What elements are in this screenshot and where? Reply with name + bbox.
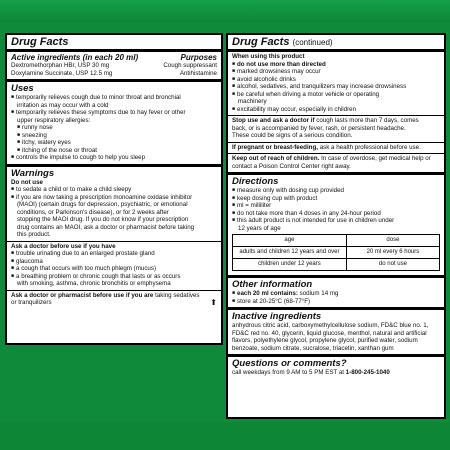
do-not-use-heading: Do not use xyxy=(11,178,43,186)
drug-facts-panel-right xyxy=(226,33,446,419)
other-info-heading: each 20 ml contains: xyxy=(237,290,298,297)
list-item: ■ alcohol, sedatives, and tranquilizers may increase drowsiness xyxy=(232,83,440,91)
panel-title: Drug Facts xyxy=(11,36,69,48)
continue-arrow-icon: ⬆ xyxy=(210,298,217,307)
keep-out-text: contact a Poison Control Center right away. xyxy=(232,162,351,170)
dosage-table xyxy=(232,234,440,271)
questions-section xyxy=(228,357,444,379)
pregnancy-heading: If pregnant or breast-feeding, xyxy=(232,143,318,151)
list-item: ■ be careful when driving a motor vehicle or operating xyxy=(232,91,440,99)
list-item: upper respiratory allergies: xyxy=(17,116,91,124)
table-cell: children under 12 years xyxy=(233,259,347,271)
table-header: age xyxy=(233,235,347,247)
table-row xyxy=(233,259,440,271)
pregnancy-section xyxy=(228,143,444,154)
list-item: drug contains an MAOI, ask a doctor or pharmacist before taking xyxy=(17,223,195,231)
table-cell: 20 ml every 6 hours xyxy=(346,247,439,259)
list-item: ■ avoid alcoholic drinks xyxy=(232,76,440,84)
list-item: ■ temporarily relieves these symptoms due to hay fever or other xyxy=(11,109,217,117)
purpose: Cough suppressant xyxy=(163,62,217,69)
phone-number: 1-800-245-1040 xyxy=(345,369,390,376)
uses-section xyxy=(7,82,221,164)
other-info-text: sodium 14 mg xyxy=(299,290,339,297)
questions-text: call weekdays from 9 AM to 5 PM EST at xyxy=(232,369,344,376)
list-item: this product. xyxy=(17,231,51,238)
ask-pharmacist-text: or tranquilizers xyxy=(11,299,52,306)
purpose: Antihistamine xyxy=(179,69,217,77)
stop-use-heading: Stop use and ask a doctor if xyxy=(232,117,315,124)
ask-doctor-heading: Ask a doctor before use if you have xyxy=(11,242,116,250)
list-item: ■ sneezing xyxy=(11,132,217,140)
list-item: stopping the MAOI drug. If you do not know if your prescription xyxy=(17,216,189,223)
list-item: ■ to sedate a child or to make a child sleepy xyxy=(11,186,217,194)
when-using-heading: When using this product xyxy=(232,53,305,60)
list-item: irritation as may occur with a cold xyxy=(17,101,109,109)
panel-title: Drug Facts xyxy=(232,36,290,48)
list-item: ■ ml = milliliter xyxy=(232,202,440,210)
inactive-ingredients-section xyxy=(228,310,444,354)
other-info-title: Other information xyxy=(232,279,313,290)
list-item: ■ trouble urinating due to an enlarged prostate gland xyxy=(11,250,217,258)
list-item: ■ a cough that occurs with too much phlegm (mucus) xyxy=(11,265,217,273)
inactive-title: Inactive ingredients xyxy=(232,311,322,322)
list-item: machinery xyxy=(238,98,267,105)
active-ingredient: Doxylamine Succinate, USP 12.5 mg xyxy=(11,69,113,77)
questions-title: Questions or comments? xyxy=(232,358,347,369)
directions-title: Directions xyxy=(232,176,279,187)
list-item: ■ temporarily relieves cough due to minor throat and bronchial xyxy=(11,94,217,102)
list-item: with smoking, asthma, chronic bronchitis or emphysema xyxy=(17,280,171,287)
uses-title: Uses xyxy=(11,83,34,94)
stop-use-text: cough lasts more than 7 days, comes xyxy=(316,117,419,124)
active-ingredients-section xyxy=(7,52,221,79)
list-item: ■ controls the impulse to cough to help you sleep xyxy=(11,154,217,162)
ask-pharmacist-heading: Ask a doctor or pharmacist before use if you are xyxy=(11,291,154,299)
pregnancy-text: ask a health professional before use. xyxy=(319,143,421,151)
list-item: conditions, or Parkinson's disease), or for 2 weeks after xyxy=(17,208,169,216)
table-row xyxy=(233,235,440,247)
list-item: ■ do not use more than directed xyxy=(232,61,440,69)
warnings-title: Warnings xyxy=(11,167,55,179)
list-item: ■ itchy, watery eyes xyxy=(11,139,217,147)
when-using-section xyxy=(228,52,444,115)
directions-section xyxy=(228,175,444,275)
ask-pharmacist-text: taking sedatives xyxy=(155,291,200,299)
package-top-band xyxy=(0,0,450,22)
list-item: (MAOI) (certain drugs for depression, psychiatric, or emotional xyxy=(17,201,188,208)
stop-use-section xyxy=(228,116,444,142)
list-item: ■ itching of the nose or throat xyxy=(11,147,217,155)
purposes-heading: Purposes xyxy=(180,53,217,62)
table-row xyxy=(233,247,440,259)
keep-out-text: In case of overdose, get medical help or xyxy=(321,155,431,162)
table-cell: adults and children 12 years and over xyxy=(233,247,347,259)
list-item: 12 years of age xyxy=(238,224,281,232)
active-heading: Active ingredients (in each 20 ml) xyxy=(11,53,139,62)
package-bottom-band xyxy=(0,422,450,450)
list-item: ■ a breathing problem or chronic cough that lasts or as occurs xyxy=(11,273,217,281)
list-item: ■ glaucoma xyxy=(11,258,217,266)
drug-facts-panel-left xyxy=(5,33,223,345)
table-header: dose xyxy=(346,235,439,247)
table-cell: do not use xyxy=(346,259,439,271)
keep-out-heading: Keep out of reach of children. xyxy=(232,155,320,162)
list-item: ■ do not take more than 4 doses in any 24-hour period xyxy=(232,210,440,218)
list-item: ■ this adult product is not intended for use in children under xyxy=(232,217,440,225)
other-information-section xyxy=(228,278,444,307)
list-item: ■ runny nose xyxy=(11,124,217,132)
active-ingredient: Dextromethorphan HBr, USP 30 mg xyxy=(11,62,110,69)
list-item: ■ measure only with dosing cup provided xyxy=(232,187,440,195)
ask-pharmacist-section xyxy=(7,291,221,309)
keep-out-section xyxy=(228,154,444,172)
list-item: ■ store at 20-25°C (68-77°F) xyxy=(232,298,440,306)
list-item: ■ marked drowsiness may occur xyxy=(232,68,440,76)
stop-use-text: These could be signs of a serious condition. xyxy=(232,132,353,139)
list-item: ■ keep dosing cup with product xyxy=(232,195,440,203)
ask-doctor-section xyxy=(7,242,221,290)
list-item: ■ excitability may occur, especially in children xyxy=(232,106,440,114)
warnings-section xyxy=(7,167,221,241)
inactive-text: anhydrous citric acid, carboxymethylcellulose sodium, FD&C blue no. 1, FD&C red no. 40, glycerin, liquid glucose, menthol, natural and artificial flavors, polyethylene glycol, propylene glycol, purified water, sodium benzoate, sodium citrate, sucralose, triacetin, xanthan gum xyxy=(232,322,429,352)
list-item: ■ if you are now taking a prescription monoamine oxidase inhibitor xyxy=(11,194,217,202)
panel-title-continued: (continued) xyxy=(292,38,333,47)
stop-use-text: back, or is accompanied by fever, rash, or persistent headache. xyxy=(232,124,406,132)
